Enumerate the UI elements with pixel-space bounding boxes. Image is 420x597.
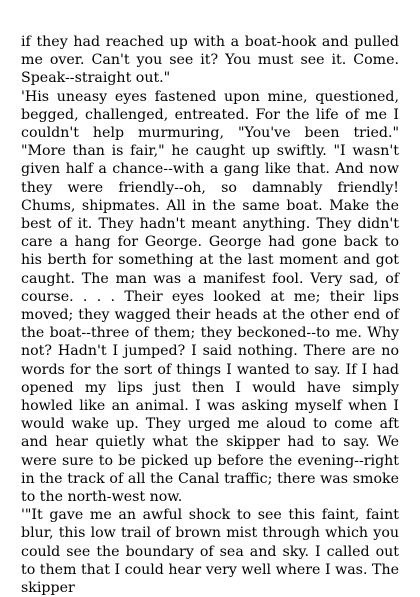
paragraph-3: '"It gave me an awful shock to see this faint, faint blur, this low trail of brown mist through which you could see the boundary of sea and sky. I called out to them that I could hear very well where I was. The skipper <box>21 507 399 597</box>
paragraph-1: if they had reached up with a boat-hook and pulled me over. Can't you see it? You must see it. Come. Speak--straight out." <box>21 34 399 87</box>
paragraph-2: 'His uneasy eyes fastened upon mine, questioned, begged, challenged, entreated. For the life of me I couldn't help murmuring, "You've been tried." "More than is fair," he caught up swiftly. "I wasn't given half a chance--with a gang like that. And now they were friendly--oh, so damnably friendly! Chums, shipmates. All in the same boat. Make the best of it. They hadn't meant anything. They didn't care a hang for George. George had gone back to his berth for something at the last moment and got caught. The man was a manifest fool. Very sad, of course. . . . Their eyes looked at me; their lips moved; they wagged their heads at the other end of the boat--three of them; they beckoned--to me. Why not? Hadn't I jumped? I said nothing. There are no words for the sort of things I wanted to say. If I had opened my lips just then I would have simply howled like an animal. I was asking myself when I would wake up. They urged me aloud to come aft and hear quietly what the skipper had to say. We were sure to be picked up before the evening--right in the track of all the Canal traffic; there was smoke to the north-west now. <box>21 88 399 506</box>
page-text <box>21 33 399 597</box>
